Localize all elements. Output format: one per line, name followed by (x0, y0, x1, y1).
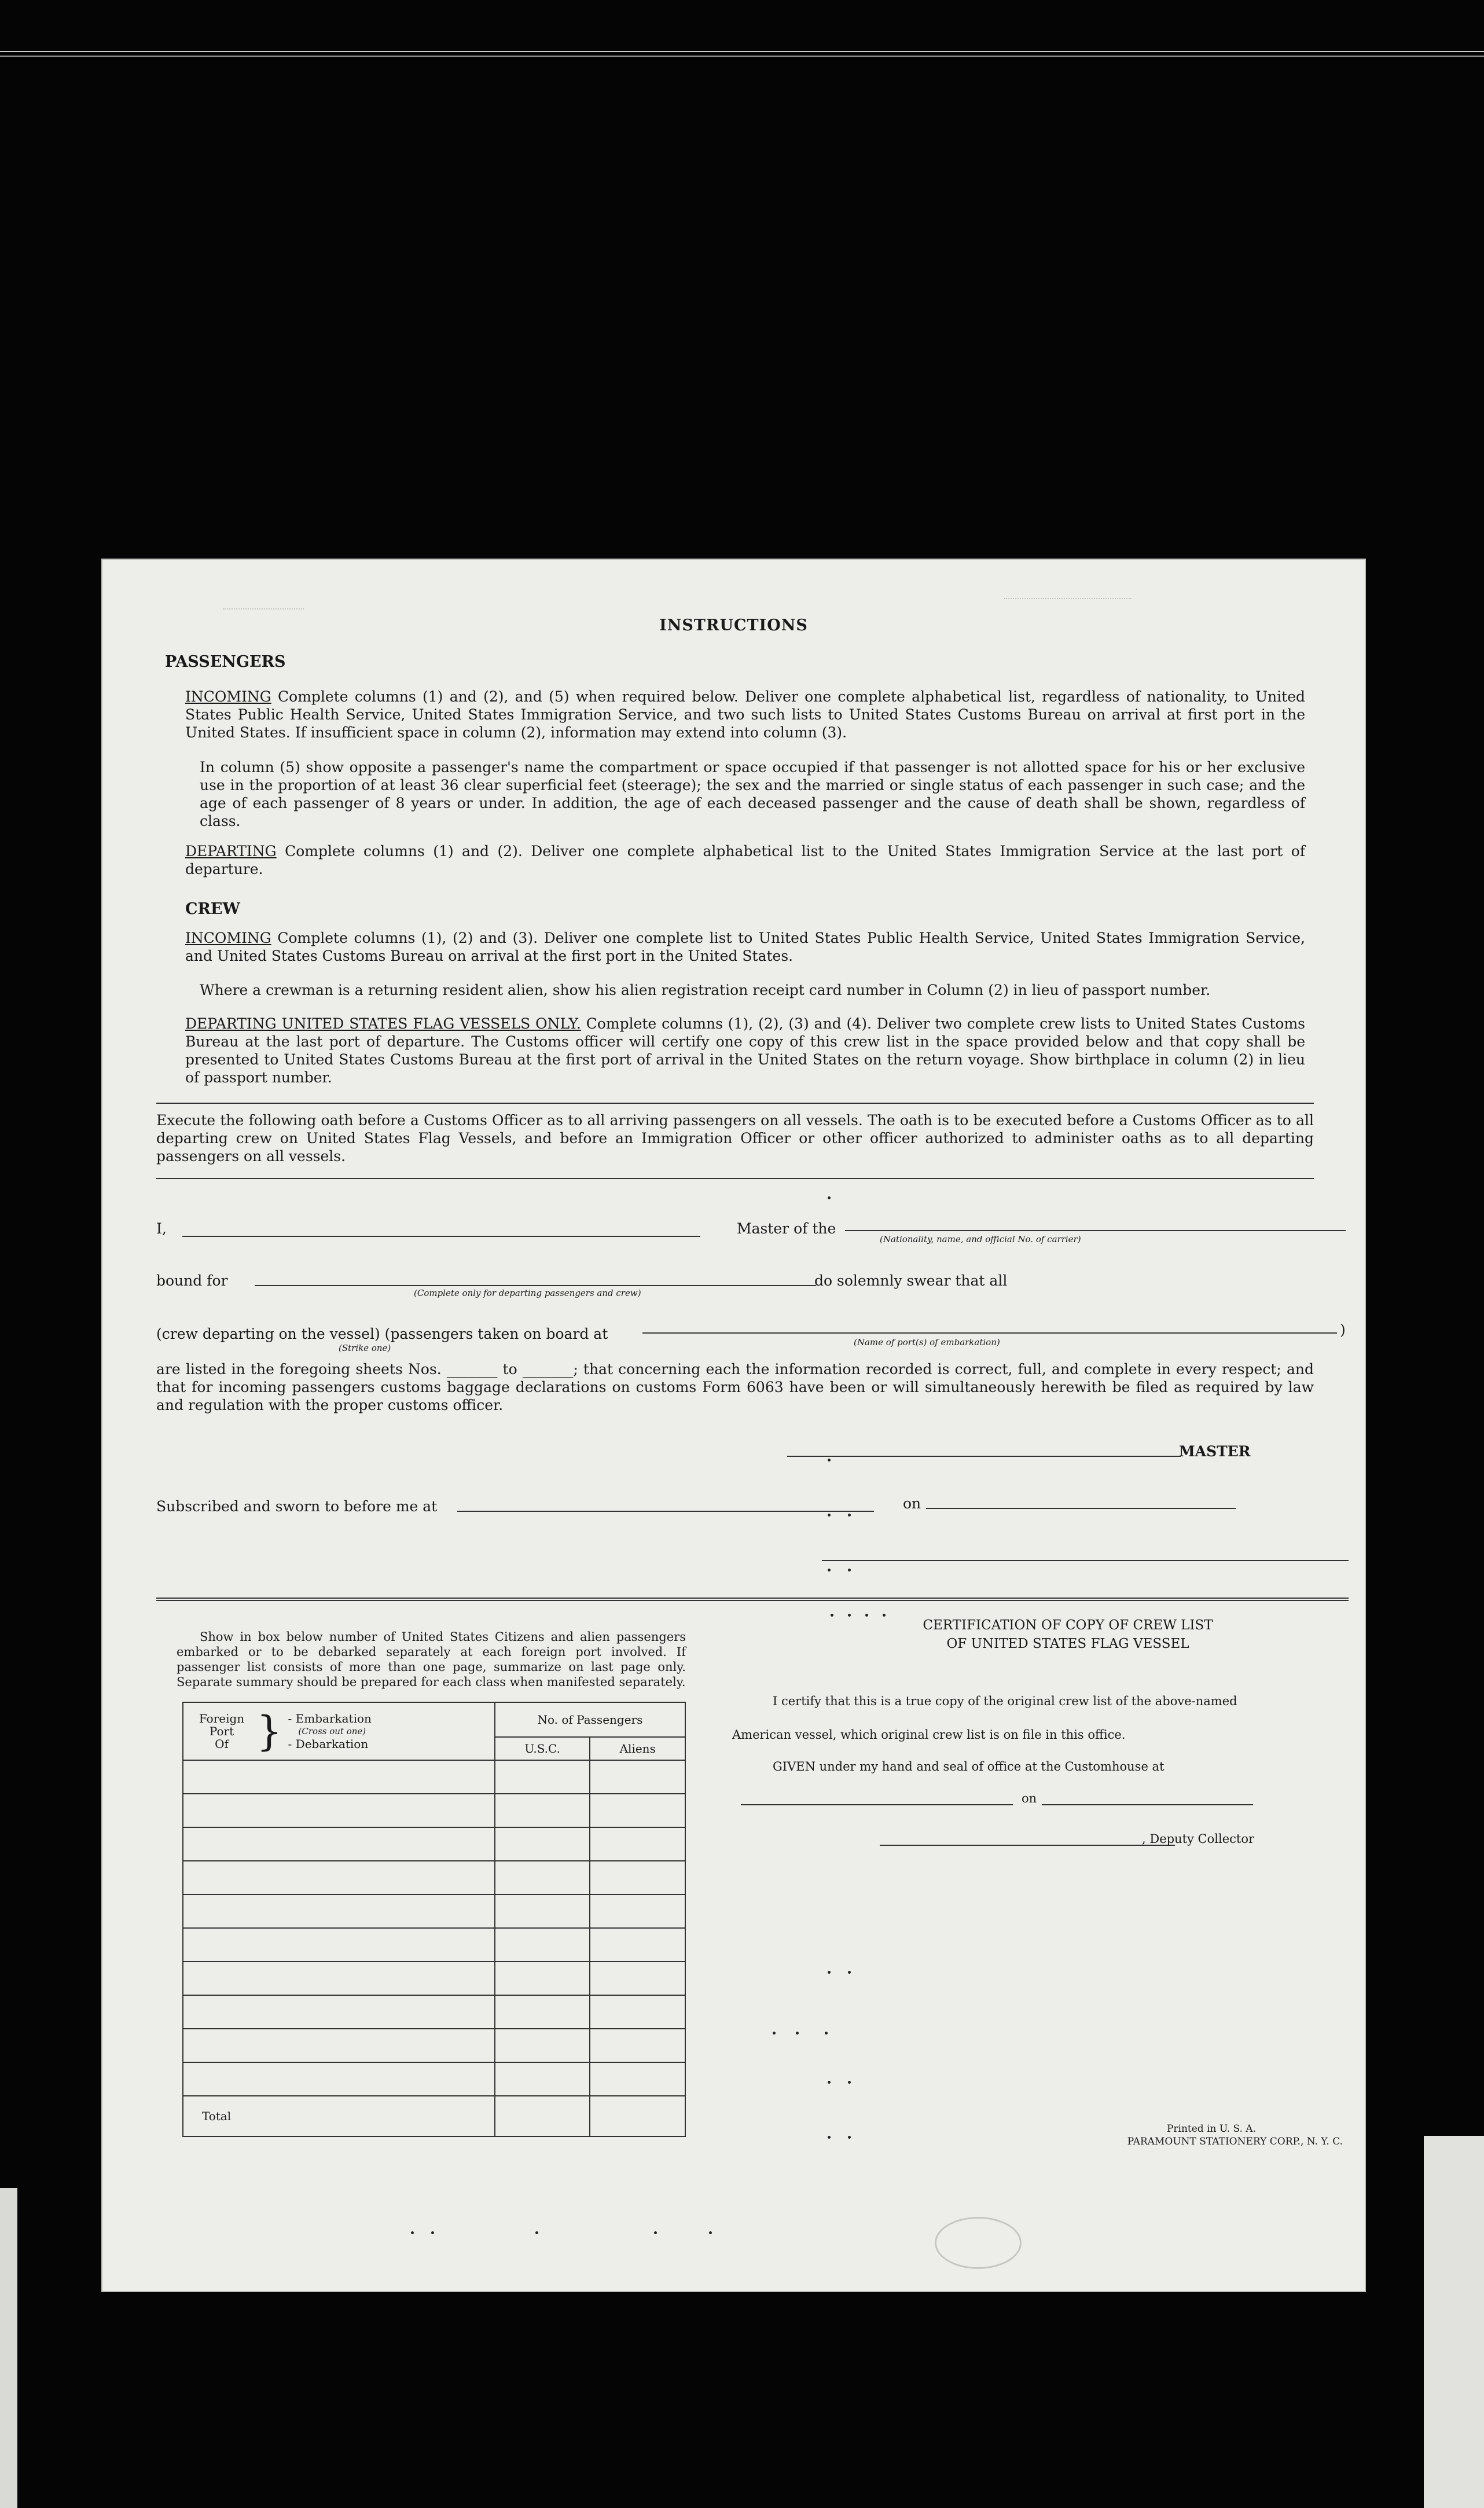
aliens-header: Aliens (590, 1737, 685, 1760)
speck (831, 1614, 833, 1617)
listed-paragraph: are listed in the foregoing sheets Nos. _______ to _______; that concerning each the information recorded is correct, full, and complete in every respect; and that for incoming passengers customs baggage declarations on customs Form 6063 have been or will simultaneously herewith be filed as required by law and regulation with the proper customs officer. (156, 1361, 1314, 1413)
master-of-the-label: Master of the (737, 1220, 836, 1237)
passenger-summary-table (182, 1702, 686, 2137)
strike-one-hint: (Strike one) (339, 1343, 391, 1353)
customhouse-field[interactable] (741, 1804, 1013, 1805)
side-card-right (1424, 2136, 1484, 2508)
ports-hint: (Name of port(s) of embarkation) (854, 1337, 1000, 1347)
speck (848, 1514, 851, 1516)
aliens-cell[interactable] (590, 1861, 685, 1894)
port-label: Port (209, 1724, 234, 1738)
subscribed-place-field[interactable] (457, 1511, 874, 1512)
port-cell[interactable] (183, 1894, 495, 1928)
port-cell[interactable] (183, 1928, 495, 1962)
table-row (183, 1794, 685, 1827)
table-row (183, 1861, 685, 1894)
master-signature-field[interactable] (787, 1456, 1181, 1457)
usc-cell[interactable] (495, 1928, 590, 1962)
usc-cell[interactable] (495, 1760, 590, 1794)
usc-cell[interactable] (495, 1995, 590, 2029)
speck (431, 2231, 434, 2234)
column5-paragraph: In column (5) show opposite a passenger's name the compartment or space occupied if that passenger is not allotted space for his or her exclusive use in the proportion of at least 36 clear superficial feet (steerage); the sex and the married or single status of each passenger in such case; and the age of each passenger of 8 years or under. In addition, the age of each deceased passenger and the cause of death shall be shown, regardless of class. (200, 759, 1305, 829)
printer-imprint (967, 2123, 1343, 2148)
speck (848, 2136, 851, 2139)
speck (848, 1614, 851, 1617)
certify-line-1: I certify that this is a true copy of the original crew list of the above-named (773, 1694, 1237, 1708)
subscribed-on-label: on (903, 1495, 921, 1512)
printer-line-2: PARAMOUNT STATIONERY CORP., N. Y. C. (1127, 2136, 1343, 2147)
box-instructions: Show in box below number of United States Citizens and alien passengers embarked or to be debarked separately at each foreign port involved. If passenger list consists of more than one page, summarize on last page only. Separate summary should be prepared for each class when manifested separately. (177, 1630, 686, 1689)
side-card-left (0, 2188, 17, 2508)
carrier-hint: (Nationality, name, and official No. of carrier) (880, 1234, 1081, 1244)
speck (828, 2081, 831, 2084)
bleed-through-mark (1004, 582, 1132, 599)
speck (654, 2231, 657, 2234)
aliens-cell[interactable] (590, 1760, 685, 1794)
printer-line-1: Printed in U. S. A. (1166, 2123, 1256, 2135)
aliens-cell[interactable] (590, 2029, 685, 2062)
bound-for-label: bound for (156, 1272, 228, 1289)
port-cell[interactable] (183, 1827, 495, 1861)
aliens-cell[interactable] (590, 1794, 685, 1827)
port-cell[interactable] (183, 2029, 495, 2062)
master-label: MASTER (1179, 1443, 1251, 1460)
usc-cell[interactable] (495, 1861, 590, 1894)
passengers-incoming-paragraph (185, 688, 1305, 741)
subscribed-label: Subscribed and sworn to before me at (156, 1498, 438, 1515)
aliens-cell[interactable] (590, 1995, 685, 2029)
subscribed-date-field[interactable] (926, 1508, 1236, 1509)
total-aliens-cell[interactable] (590, 2096, 685, 2136)
form-page (101, 559, 1366, 2292)
speck (865, 1614, 868, 1617)
usc-cell[interactable] (495, 2062, 590, 2096)
speck (828, 1971, 831, 1974)
swear-label: do solemnly swear that all (814, 1272, 1008, 1289)
port-cell[interactable] (183, 1861, 495, 1894)
table-row (183, 1928, 685, 1962)
departing-us-flag-paragraph (185, 1015, 1305, 1086)
departing-us-text: Complete columns (1), (2), (3) and (4). Deliver two complete crew lists to United States Customs Bureau at the last port of departure. The Customs officer will certify one copy of this crew list in the space provided below and that copy shall be presented to United States Customs Bureau at the first port of arrival in the United States on the return voyage. Show birthplace in column (2) in lieu of passport number. (185, 1015, 1305, 1086)
master-name-field[interactable] (182, 1236, 700, 1237)
speck (535, 2231, 538, 2234)
passengers-heading: PASSENGERS (165, 653, 286, 671)
table-row (183, 1760, 685, 1794)
usc-cell[interactable] (495, 2029, 590, 2062)
speck (773, 2032, 776, 2035)
foreign-label: Foreign (199, 1712, 245, 1725)
embarkation-label: - Embarkation (288, 1712, 372, 1725)
cross-out-hint: (Cross out one) (298, 1726, 366, 1736)
certification-date-field[interactable] (1042, 1804, 1253, 1805)
table-row (183, 1894, 685, 1928)
speck (828, 2136, 831, 2139)
table-header-row (183, 1702, 685, 1737)
passengers-departing-paragraph (185, 842, 1305, 878)
speck (848, 2081, 851, 2084)
crew-incoming-text: Complete columns (1), (2) and (3). Deliver one complete list to United States Public Health Service, United States Immigration Service, and United States Customs Bureau on arrival at the first port in the United States. (185, 930, 1305, 964)
crew-heading: CREW (185, 900, 240, 918)
instructions-title: INSTRUCTIONS (659, 616, 808, 634)
carrier-field[interactable] (845, 1230, 1346, 1231)
i-label: I, (156, 1220, 167, 1237)
divider-double (156, 1598, 1349, 1601)
film-edge (0, 51, 1484, 57)
ports-field[interactable] (642, 1332, 1337, 1334)
table-row (183, 1995, 685, 2029)
total-row (183, 2096, 685, 2136)
crew-incoming-paragraph (185, 929, 1305, 965)
no-of-passengers-header: No. of Passengers (495, 1702, 685, 1737)
brace-icon: } (256, 1708, 282, 1755)
faint-seal-stamp (935, 2217, 1022, 2269)
close-paren: ) (1340, 1321, 1346, 1338)
bound-for-field[interactable] (255, 1285, 816, 1286)
incoming-text: Complete columns (1) and (2), and (5) when required below. Deliver one complete alphabetical list, regardless of nationality, to United States Public Health Service, United States Immigration Service, and two such lists to United States Customs Bureau on arrival at first port in the United States. If insufficient space in column (2), information may extend into column (3). (185, 688, 1305, 741)
certification-title-1: CERTIFICATION OF COPY OF CREW LIST (923, 1618, 1213, 1633)
divider (156, 1103, 1314, 1104)
certification-title-2: OF UNITED STATES FLAG VESSEL (946, 1636, 1189, 1651)
crewman-paragraph: Where a crewman is a returning resident alien, show his alien registration receipt card number in Column (2) in lieu of passport number. (200, 982, 1211, 998)
speck (828, 1569, 831, 1571)
speck (848, 1569, 851, 1571)
bleed-through-mark (223, 586, 304, 609)
port-header-cell (183, 1702, 495, 1760)
speck (828, 1196, 831, 1199)
table-row (183, 2062, 685, 2096)
speck (825, 2032, 828, 2035)
usc-cell[interactable] (495, 1894, 590, 1928)
departing-us-label: DEPARTING UNITED STATES FLAG VESSELS ONLY. (185, 1015, 581, 1032)
divider (156, 1178, 1314, 1179)
crew-passengers-label: (crew departing on the vessel) (passengers taken on board at (156, 1325, 608, 1342)
table-row (183, 1827, 685, 1861)
departing-label: DEPARTING (185, 843, 277, 860)
port-cell[interactable] (183, 1794, 495, 1827)
debarkation-label: - Debarkation (288, 1737, 369, 1751)
usc-cell[interactable] (495, 1794, 590, 1827)
officer-signature-field[interactable] (822, 1560, 1349, 1561)
port-cell[interactable] (183, 1962, 495, 1995)
speck (883, 1614, 886, 1617)
deputy-collector-label: , Deputy Collector (1142, 1832, 1255, 1846)
crew-incoming-label: INCOMING (185, 930, 271, 946)
bound-hint: (Complete only for departing passengers and crew) (414, 1288, 641, 1298)
certification-on-label: on (1022, 1791, 1037, 1805)
oath-intro: Execute the following oath before a Customs Officer as to all arriving passengers on all vessels. The oath is to be executed before a Customs Officer as to all departing crew on United States Flag Vessels, and before an Immigration Officer or other officer authorized to administer oaths as to all departing passengers on all vessels. (156, 1112, 1314, 1165)
speck (796, 2032, 799, 2035)
aliens-cell[interactable] (590, 1962, 685, 1995)
usc-header: U.S.C. (495, 1737, 590, 1760)
given-line: GIVEN under my hand and seal of office at the Customhouse at (773, 1760, 1165, 1773)
speck (411, 2231, 414, 2234)
speck (709, 2231, 712, 2234)
aliens-cell[interactable] (590, 2062, 685, 2096)
total-label: Total (183, 2096, 495, 2136)
of-label: Of (215, 1737, 229, 1751)
usc-cell[interactable] (495, 1962, 590, 1995)
speck (848, 1971, 851, 1974)
aliens-cell[interactable] (590, 1928, 685, 1962)
deputy-collector-field[interactable] (880, 1845, 1175, 1846)
departing-text: Complete columns (1) and (2). Deliver one complete alphabetical list to the United States Immigration Service at the last port of departure. (185, 843, 1305, 877)
port-cell[interactable] (183, 2062, 495, 2096)
aliens-cell[interactable] (590, 1894, 685, 1928)
speck (828, 1514, 831, 1516)
incoming-label: INCOMING (185, 688, 271, 705)
certify-line-2: American vessel, which original crew list is on file in this office. (732, 1728, 1126, 1742)
usc-cell[interactable] (495, 1827, 590, 1861)
table-row (183, 1962, 685, 1995)
table-row (183, 2029, 685, 2062)
speck (828, 1459, 831, 1462)
aliens-cell[interactable] (590, 1827, 685, 1861)
total-usc-cell[interactable] (495, 2096, 590, 2136)
port-cell[interactable] (183, 1760, 495, 1794)
port-cell[interactable] (183, 1995, 495, 2029)
